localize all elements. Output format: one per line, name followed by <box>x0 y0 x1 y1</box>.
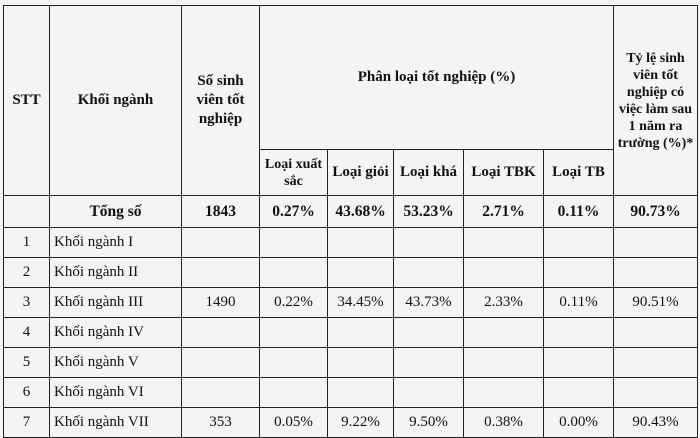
cell-kha <box>394 258 464 288</box>
cell-gioi <box>328 378 394 408</box>
total-stt <box>4 196 50 228</box>
cell-ty-le <box>614 318 698 348</box>
total-gioi: 43.68% <box>328 196 394 228</box>
header-loai-xuat-sac: Loại xuất sắc <box>260 150 328 196</box>
graduation-table <box>3 5 698 438</box>
cell-tb: 0.11% <box>544 288 614 318</box>
total-tb: 0.11% <box>544 196 614 228</box>
table-row <box>4 408 698 438</box>
table-body <box>4 228 698 438</box>
cell-ty-le: 90.43% <box>614 408 698 438</box>
cell-ty-le <box>614 228 698 258</box>
cell-kha <box>394 318 464 348</box>
cell-so-sv <box>182 348 260 378</box>
cell-tbk <box>464 378 544 408</box>
cell-gioi: 9.22% <box>328 408 394 438</box>
total-row <box>4 196 698 228</box>
cell-stt: 1 <box>4 228 50 258</box>
cell-gioi <box>328 258 394 288</box>
table-row <box>4 378 698 408</box>
header-stt: STT <box>4 6 50 196</box>
cell-kha <box>394 228 464 258</box>
total-ty-le: 90.73% <box>614 196 698 228</box>
cell-kha: 43.73% <box>394 288 464 318</box>
table-row <box>4 288 698 318</box>
cell-name: Khối ngành II <box>50 258 182 288</box>
table-row <box>4 318 698 348</box>
cell-tb <box>544 228 614 258</box>
cell-tbk <box>464 258 544 288</box>
cell-so-sv <box>182 258 260 288</box>
header-khoi-nganh: Khối ngành <box>50 6 182 196</box>
header-phan-loai: Phân loại tốt nghiệp (%) <box>260 6 614 150</box>
cell-tbk <box>464 228 544 258</box>
total-label: Tổng số <box>50 196 182 228</box>
header-loai-tbk: Loại TBK <box>464 150 544 196</box>
cell-tbk: 2.33% <box>464 288 544 318</box>
cell-gioi <box>328 318 394 348</box>
cell-so-sv <box>182 318 260 348</box>
cell-name: Khối ngành III <box>50 288 182 318</box>
header-ty-le: Tỷ lệ sinh viên tốt nghiệp có việc làm sau 1 năm ra trường (%)* <box>614 6 698 196</box>
cell-name: Khối ngành V <box>50 348 182 378</box>
cell-kha <box>394 378 464 408</box>
cell-so-sv: 353 <box>182 408 260 438</box>
cell-name: Khối ngành VII <box>50 408 182 438</box>
cell-gioi <box>328 228 394 258</box>
cell-stt: 4 <box>4 318 50 348</box>
table-row <box>4 348 698 378</box>
cell-tb <box>544 258 614 288</box>
cell-name: Khối ngành VI <box>50 378 182 408</box>
table-row <box>4 258 698 288</box>
total-tbk: 2.71% <box>464 196 544 228</box>
cell-tb: 0.00% <box>544 408 614 438</box>
cell-tbk: 0.38% <box>464 408 544 438</box>
cell-xuat-sac <box>260 318 328 348</box>
cell-ty-le <box>614 378 698 408</box>
cell-ty-le <box>614 348 698 378</box>
total-so-sv: 1843 <box>182 196 260 228</box>
cell-so-sv <box>182 228 260 258</box>
header-row-1 <box>4 6 698 150</box>
cell-xuat-sac <box>260 258 328 288</box>
cell-gioi: 34.45% <box>328 288 394 318</box>
cell-xuat-sac <box>260 348 328 378</box>
cell-tb <box>544 348 614 378</box>
cell-stt: 6 <box>4 378 50 408</box>
cell-tb <box>544 378 614 408</box>
cell-xuat-sac: 0.05% <box>260 408 328 438</box>
cell-stt: 7 <box>4 408 50 438</box>
cell-ty-le <box>614 258 698 288</box>
cell-stt: 3 <box>4 288 50 318</box>
cell-xuat-sac <box>260 228 328 258</box>
cell-stt: 5 <box>4 348 50 378</box>
total-xuat-sac: 0.27% <box>260 196 328 228</box>
header-loai-gioi: Loại giỏi <box>328 150 394 196</box>
cell-tb <box>544 318 614 348</box>
cell-stt: 2 <box>4 258 50 288</box>
cell-ty-le: 90.51% <box>614 288 698 318</box>
header-loai-tb: Loại TB <box>544 150 614 196</box>
cell-kha: 9.50% <box>394 408 464 438</box>
cell-kha <box>394 348 464 378</box>
cell-xuat-sac: 0.22% <box>260 288 328 318</box>
table-row <box>4 228 698 258</box>
cell-so-sv <box>182 378 260 408</box>
cell-so-sv: 1490 <box>182 288 260 318</box>
header-so-sinh-vien: Số sinh viên tốt nghiệp <box>182 6 260 196</box>
total-kha: 53.23% <box>394 196 464 228</box>
cell-gioi <box>328 348 394 378</box>
cell-xuat-sac <box>260 378 328 408</box>
cell-tbk <box>464 318 544 348</box>
cell-tbk <box>464 348 544 378</box>
cell-name: Khối ngành I <box>50 228 182 258</box>
cell-name: Khối ngành IV <box>50 318 182 348</box>
header-loai-kha: Loại khá <box>394 150 464 196</box>
